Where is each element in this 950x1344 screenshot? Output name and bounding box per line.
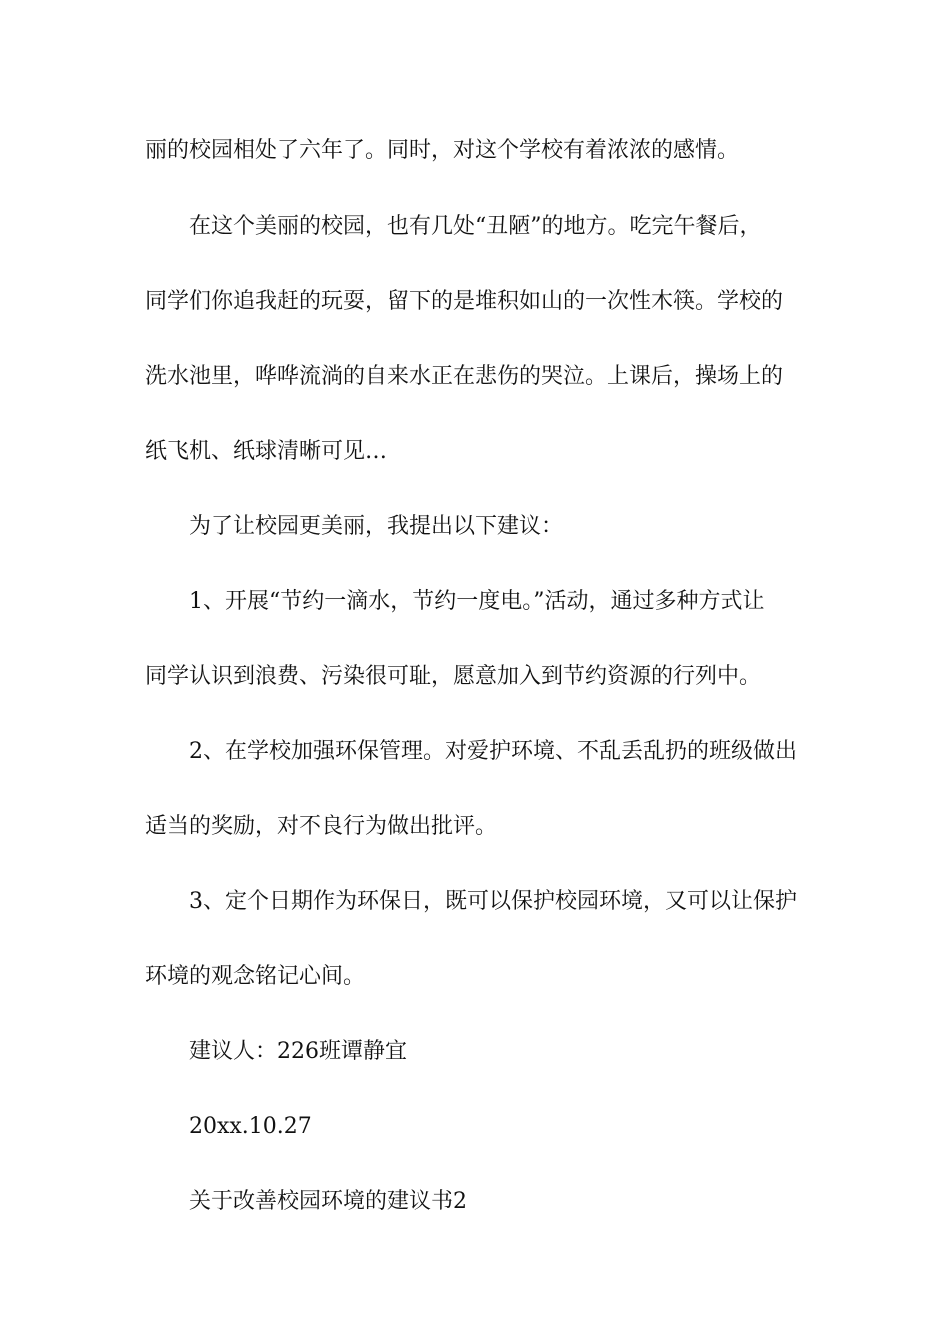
paragraph-line-6: 为了让校园更美丽，我提出以下建议： bbox=[189, 514, 564, 539]
paragraph-line-4: 洗水池里，哗哗流淌的自来水正在悲伤的哭泣。上课后，操场上的 bbox=[145, 364, 784, 389]
paragraph-line-1: 丽的校园相处了六年了。同时，对这个学校有着浓浓的感情。 bbox=[145, 138, 740, 163]
paragraph-line-3: 同学们你追我赶的玩耍，留下的是堆积如山的一次性木筷。学校的 bbox=[145, 289, 784, 314]
suggestion-3-line-2: 环境的观念铭记心间。 bbox=[145, 964, 366, 989]
paragraph-line-5: 纸飞机、纸球清晰可见… bbox=[145, 439, 388, 464]
paragraph-line-2: 在这个美丽的校园，也有几处“丑陋”的地方。吃完午餐后， bbox=[189, 214, 762, 239]
date-line: 20xx.10.27 bbox=[189, 1114, 312, 1139]
suggestion-2-line-1: 2、在学校加强环保管理。对爱护环境、不乱丢乱扔的班级做出 bbox=[189, 739, 797, 764]
suggestion-1-line-1: 1、开展“节约一滴水，节约一度电。”活动，通过多种方式让 bbox=[189, 589, 765, 614]
suggestion-2-line-2: 适当的奖励，对不良行为做出批评。 bbox=[145, 814, 498, 839]
suggestion-3-line-1: 3、定个日期作为环保日，既可以保护校园环境，又可以让保护 bbox=[189, 889, 797, 914]
next-title-line: 关于改善校园环境的建议书2 bbox=[189, 1189, 467, 1214]
proposer-line: 建议人：226班谭静宜 bbox=[189, 1039, 407, 1064]
suggestion-1-line-2: 同学认识到浪费、污染很可耻，愿意加入到节约资源的行列中。 bbox=[145, 664, 762, 689]
